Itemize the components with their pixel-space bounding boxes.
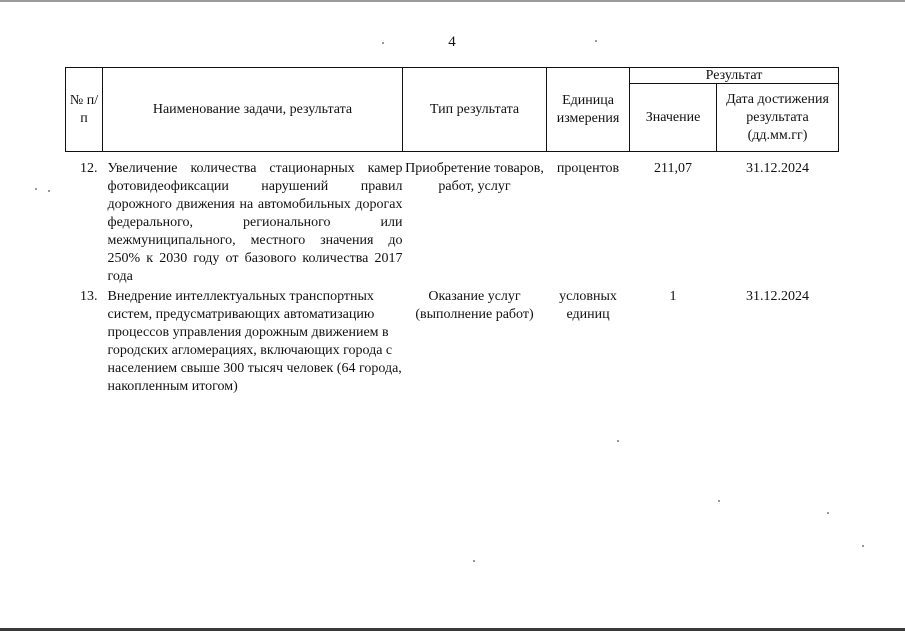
scan-edge-bottom <box>0 628 905 631</box>
row-value: 1 <box>669 289 677 304</box>
scan-speck <box>718 500 720 502</box>
row-date: 31.12.2024 <box>746 289 809 304</box>
header-date: Дата достижения результата (дд.мм.гг) <box>717 84 839 152</box>
scan-speck <box>862 545 864 547</box>
header-name: Наименование задачи, результата <box>103 68 403 152</box>
scan-speck <box>617 440 619 442</box>
row-unit: процентов <box>556 161 620 176</box>
table-body <box>66 152 839 397</box>
header-value: Значение <box>630 84 717 152</box>
results-table <box>65 67 839 396</box>
scan-speck <box>382 42 384 44</box>
scan-speck <box>48 190 50 192</box>
page-number: 4 <box>448 34 456 50</box>
scan-speck <box>827 512 829 514</box>
scan-edge-top <box>0 0 905 2</box>
row-unit: условных единиц <box>559 289 617 322</box>
row-type: Приобретение товаров, работ, услуг <box>405 161 544 194</box>
row-name: Внедрение интеллектуальных транспортных систем, предусматривающих автоматизацию процессов управления дорожным движением в городских агломерациях, включающих города с населением свыше 300 тысяч человек (64 города, накопленным итогом) <box>107 289 402 394</box>
row-num: 12. <box>80 161 98 176</box>
table-header <box>66 68 839 152</box>
row-date: 31.12.2024 <box>746 161 809 176</box>
scan-speck <box>473 560 475 562</box>
header-result-group: Результат <box>630 68 839 84</box>
scan-speck <box>595 40 597 42</box>
row-num: 13. <box>80 289 98 304</box>
row-value: 211,07 <box>654 161 692 176</box>
header-num: № п/п <box>66 68 103 152</box>
scan-speck <box>35 188 37 190</box>
header-unit: Единица измерения <box>547 68 630 152</box>
header-type: Тип результата <box>403 68 547 152</box>
table-row <box>66 152 839 287</box>
row-type: Оказание услуг (выполнение работ) <box>415 289 534 322</box>
table-row <box>66 286 839 396</box>
row-name: Увеличение количества стационарных камер фотовидеофиксации нарушений правил дорожного движения на автомобильных дорогах федерального, регионального или межмуниципального, местного значения до 250% к 2030 году от базового количества 2017 года <box>107 161 403 284</box>
